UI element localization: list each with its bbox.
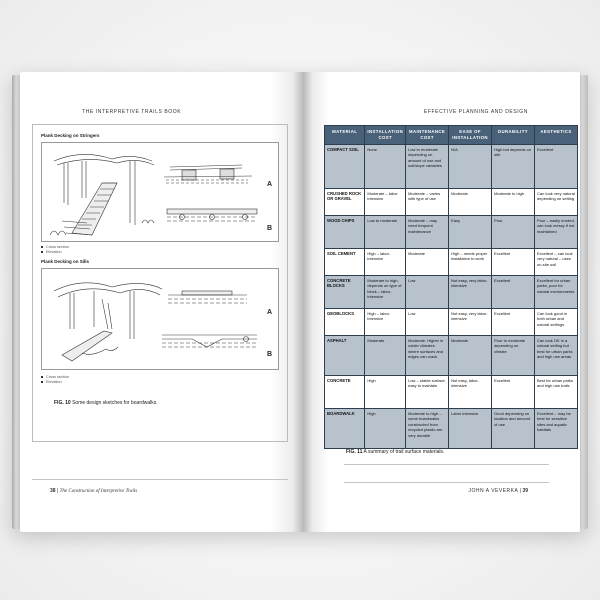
label-a: A — [267, 181, 273, 188]
running-head-right: EFFECTIVE PLANNING AND DESIGN — [423, 109, 528, 115]
bullet-icon — [41, 251, 43, 253]
label-b: B — [267, 351, 273, 358]
folio-left: 38 | The Construction of Interpretive Trails — [50, 488, 138, 494]
table-row: WOOD CHIPS Low to moderate Moderate – may need frequent maintenance Easy Poor Poor – easily eroded, can look messy if not maintained — [325, 216, 578, 249]
column-header: DURABILITY — [492, 126, 535, 145]
label-b: B — [267, 225, 273, 232]
table-row: SOIL CEMENT High – labor-intensive Moderate High – needs proper installation to work Excellent Excellent – can look very natural – uses on-site soil — [325, 249, 578, 276]
table-header-row — [325, 126, 578, 145]
sketch-sills — [41, 268, 279, 370]
table-row: ASPHALT Moderate Moderate. Higher in colder climates where surfaces and edges can crack Moderate Poor to moderate depending on climate Can look OK in a natural setting but best for urban parks and high use areas — [325, 336, 578, 376]
left-page — [20, 72, 304, 532]
column-header: INSTALLATION COST — [365, 126, 406, 145]
column-header: MAINTENANCE COST — [406, 126, 449, 145]
cross-section-stringers-icon — [42, 143, 280, 243]
bullet-icon — [41, 246, 43, 248]
column-header: AESTHETICS — [535, 126, 578, 145]
right-page — [304, 72, 580, 532]
sketch-stringers — [41, 142, 279, 242]
table-row: BOARDWALK High Moderate to high – some boardwalks constructed from recycled plastic are very durable Labor intensive Good depending on location and amount of use Excellent – may be best for sensitive sites and aquatic habitats — [325, 409, 578, 449]
figure-10-frame — [32, 124, 288, 442]
column-header: MATERIAL — [325, 126, 365, 145]
folio-right: JOHN A VEVERKA | 39 — [468, 488, 528, 494]
trail-surface-materials-table — [324, 125, 578, 449]
footer-rule-right-lower — [344, 482, 549, 483]
footer-rule-left — [32, 479, 288, 480]
bullet-icon — [41, 376, 43, 378]
elevation-sills-icon — [42, 269, 280, 371]
figure-10-caption: FIG. 10 Some design sketches for boardwalks. — [54, 400, 158, 406]
legend-sills: Cross section Elevation — [41, 375, 69, 385]
label-a: A — [267, 309, 273, 316]
column-header: EASE OF INSTALLATION — [449, 126, 492, 145]
running-head-left: THE INTERPRETIVE TRAILS BOOK — [82, 109, 182, 115]
table-row: COMPACT SOIL None Low to moderate depending on amount of use and soil/slope variables N/A High but depends on site Excellent — [325, 145, 578, 189]
table-row: GEOBLOCKS High – labor-intensive Low Not easy, very labor-intensive Excellent Can look good in both urban and natural settings — [325, 309, 578, 336]
panel-title-stringers: Plank Decking on Stringers — [41, 133, 100, 138]
legend-stringers: Cross section Elevation — [41, 245, 69, 255]
table-row: CONCRETE High Low – stable surface, easy to maintain Not easy, labor-intensive Excellent Best for urban parks and high use trails — [325, 376, 578, 409]
bullet-icon — [41, 381, 43, 383]
table-row: CONCRETE BLOCKS Moderate to high, depends on type of block – labor-intensive Low Not easy, very labor-intensive Excellent Excellent for urban parks, poor for natural environments — [325, 276, 578, 309]
footer-rule-right-upper — [344, 464, 549, 465]
figure-11-caption: FIG. 11 A summary of trail surface materials. — [346, 449, 445, 455]
table-row: CRUSHED ROCK OR GRAVEL Moderate – labor intensive Moderate – varies with type of use Moderate Moderate to high Can look very natural depending on setting — [325, 189, 578, 216]
panel-title-sills: Plank Decking on Sills — [41, 259, 90, 264]
open-book — [12, 72, 588, 532]
